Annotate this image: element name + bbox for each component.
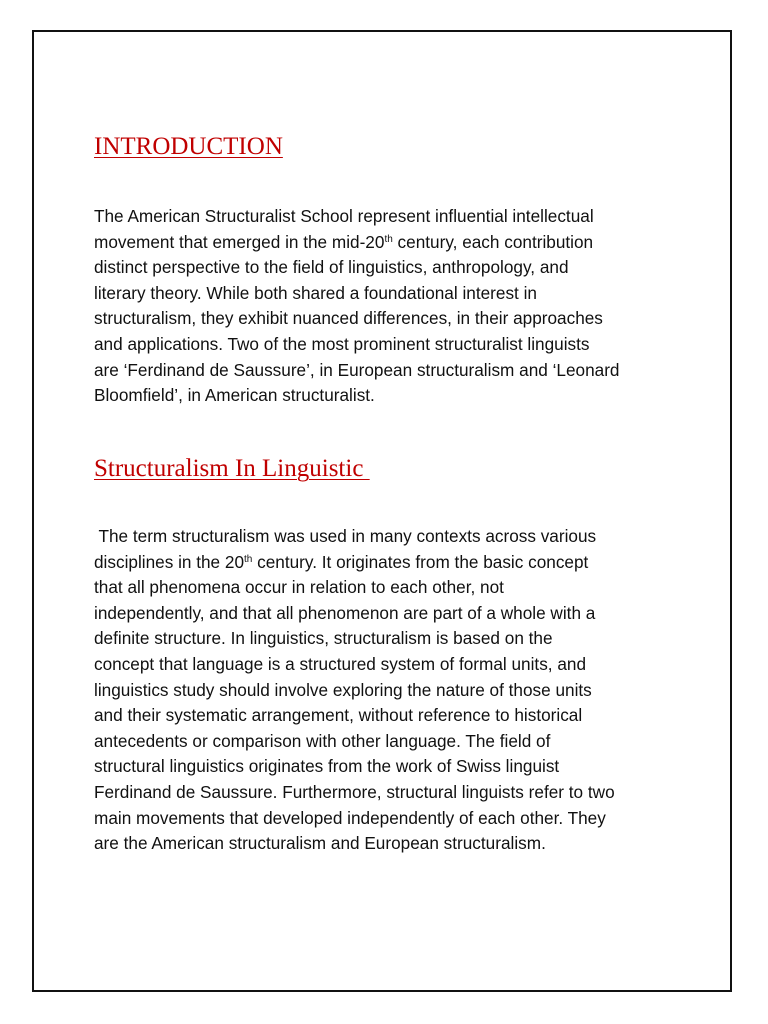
paragraph-line: independently, and that all phenomenon are part of a whole with a — [94, 602, 596, 623]
heading-introduction: INTRODUCTION — [94, 133, 283, 160]
superscript-th: th — [244, 553, 253, 565]
paragraph-line: The American Structuralist School represent influential intellectual — [94, 206, 594, 226]
paragraph-line-text: disciplines in the 20 — [94, 551, 245, 572]
paragraph-line: Ferdinand de Saussure. Furthermore, structural linguists refer to two — [94, 781, 615, 802]
paragraph-line: literary theory. While both shared a foundational interest in — [94, 282, 537, 303]
paragraph-line: The term structuralism was used in many contexts across various — [94, 526, 597, 546]
paragraph-structuralism — [94, 524, 615, 857]
paragraph-line: linguistics study should involve exploring the nature of those units — [94, 679, 592, 700]
paragraph-line: and applications. Two of the most prominent structuralist linguists — [94, 333, 590, 354]
paragraph-line: Bloomfield’, in American structuralist. — [94, 385, 375, 406]
paragraph-line-text: century. It originates from the basic concept — [252, 551, 589, 572]
paragraph-line: and their systematic arrangement, without reference to historical — [94, 705, 583, 726]
paragraph-line: structural linguistics originates from the work of Swiss linguist — [94, 756, 560, 777]
paragraph-line-text: movement that emerged in the mid-20 — [94, 231, 385, 252]
paragraph-line: concept that language is a structured system of formal units, and — [94, 653, 587, 674]
paragraph-line — [94, 230, 619, 256]
superscript-th: th — [384, 233, 393, 245]
heading-structuralism-in-linguistic: Structuralism In Linguistic — [94, 455, 370, 482]
paragraph-line: are the American structuralism and European structuralism. — [94, 833, 546, 854]
paragraph-line: are ‘Ferdinand de Saussure’, in European structuralism and ‘Leonard — [94, 359, 620, 380]
paragraph-line: definite structure. In linguistics, structuralism is based on the — [94, 628, 553, 649]
paragraph-line: structuralism, they exhibit nuanced differences, in their approaches — [94, 308, 603, 329]
paragraph-line: main movements that developed independently of each other. They — [94, 807, 606, 828]
paragraph-line: that all phenomena occur in relation to each other, not — [94, 577, 504, 598]
paragraph-line-text: century, each contribution — [392, 231, 594, 252]
paragraph-line: antecedents or comparison with other language. The field of — [94, 730, 551, 751]
paragraph-introduction — [94, 204, 619, 409]
paragraph-line: distinct perspective to the field of linguistics, anthropology, and — [94, 257, 569, 278]
document-page — [32, 30, 732, 992]
paragraph-line — [94, 550, 615, 576]
